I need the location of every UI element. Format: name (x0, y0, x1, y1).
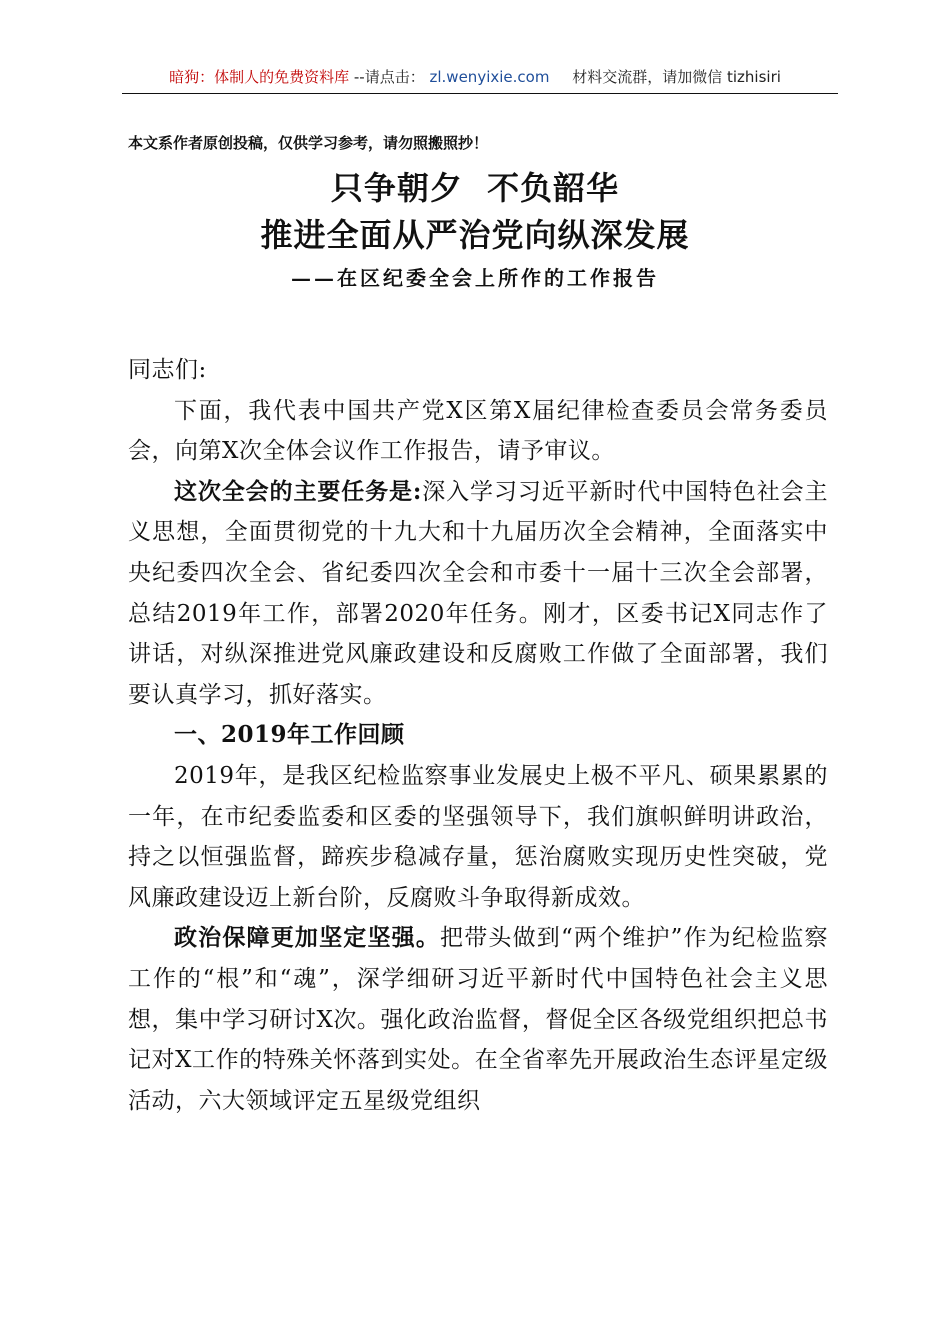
section-heading: 一、2019年工作回顾 (174, 721, 405, 749)
document-body (128, 350, 828, 1121)
header-click-prompt: --请点击： (353, 68, 425, 86)
header-wechat-text: 材料交流群，请加微信 tizhisiri (572, 68, 781, 86)
paragraph-main-tasks (128, 472, 828, 716)
paragraph-review: 2019年，是我区纪检监察事业发展史上极不平凡、硕果累累的一年，在市纪委监委和区委的坚强领导下，我们旗帜鲜明讲政治，持之以恒强监督，蹄疾步稳减存量，惩治腐败实现历史性突破，党风廉政建设迈上新台阶，反腐败斗争取得新成效。 (128, 762, 828, 911)
title-line-1: 只争朝夕 不负韶华 (330, 169, 620, 207)
copyright-notice: 本文系作者原创投稿，仅供学习参考，请勿照搬照抄！ (128, 134, 489, 152)
paragraph-lead-bold: 这次全会的主要任务是: (174, 477, 422, 505)
header-site-name: 暗狗：体制人的免费资料库 (169, 68, 350, 86)
page-header (0, 66, 950, 87)
header-url-link[interactable]: zl.wenyixie.com (429, 68, 550, 86)
paragraph-political-guarantee (128, 918, 828, 1121)
header-divider (122, 93, 838, 94)
paragraph-text: 把带头做到“两个维护”作为纪检监察工作的“根”和“魂”，深学细研习近平新时代中国特色社会主义思想，集中学习研讨X次。强化政治监督，督促全区各级党组织把总书记对X工作的特殊关怀落到实处。在全省率先开展政治生态评星定级活动，六大领域评定五星级党组织 (128, 925, 828, 1114)
paragraph-intro: 下面，我代表中国共产党X区第X届纪律检查委员会常务委员会，向第X次全体会议作工作报告，请予审议。 (128, 397, 828, 465)
paragraph-lead-bold: 政治保障更加坚定坚强。 (174, 924, 441, 952)
greeting: 同志们: (128, 357, 207, 383)
title-line-2: 推进全面从严治党向纵深发展 (260, 216, 690, 254)
paragraph-text: 深入学习习近平新时代中国特色社会主义思想，全面贯彻党的十九大和十九届历次全会精神，全面落实中央纪委四次全会、省纪委四次全会和市委十一届十三次全会部署，总结2019年工作，部署2020年任务。刚才，区委书记X同志作了讲话，对纵深推进党风廉政建设和反腐败工作做了全面部署，我们要认真学习，抓好落实。 (128, 478, 829, 708)
subtitle: ——在区纪委全会上所作的工作报告 (291, 266, 659, 290)
